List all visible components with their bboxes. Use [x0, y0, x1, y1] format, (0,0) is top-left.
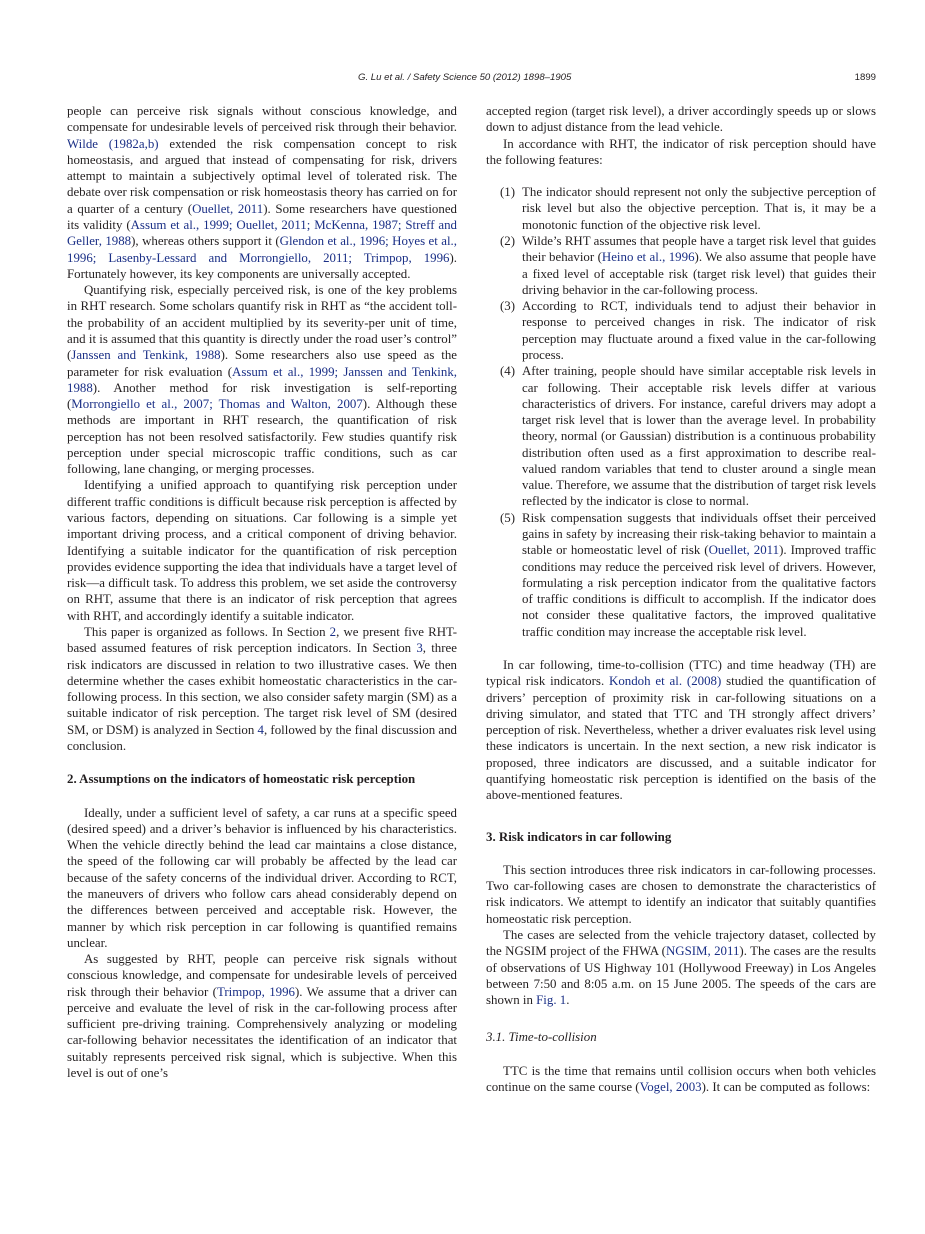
- feature-number: (4): [500, 364, 516, 379]
- citation-link[interactable]: Trimpop, 1996: [216, 984, 295, 999]
- feature-item: (2) Wilde’s RHT assumes that people have a target risk level that guides their behavior (Heino et al., 1996). We also assume that people have a fixed level of acceptable risk (target risk level) that guides their driving behavior in the car-following process.: [500, 233, 876, 297]
- citation-link[interactable]: Ouellet, 2011: [708, 543, 780, 558]
- paragraph: Identifying a unified approach to quantifying risk perception under different traffic conditions is difficult because risk perception is affected by various factors, depending on situations. Car following is a simple yet important driving process, and a critical component of driving behavior. Identifying a suitable indicator for the quantification of risk perception provides evidence supporting the idea that individuals have a target level of risk—a difficult task. To address this problem, we set aside the controversy on RHT, assume that there is an indicator of risk perception that agrees with RHT, and accordingly identify a suitable indicator.: [67, 478, 457, 623]
- citation-link[interactable]: NGSIM, 2011: [665, 944, 740, 959]
- citation-link[interactable]: Assum et al., 1999; Ouellet, 2011; McKenna, 1987; Streff and Geller, 1988: [67, 217, 457, 249]
- citation-link[interactable]: Heino et al., 1996: [601, 250, 695, 265]
- feature-number: (3): [500, 299, 516, 314]
- paragraph: As suggested by RHT, people can perceive risk signals without conscious knowledge, and compensate for undesirable levels of perceived risk through their behavior (Trimpop, 1996). We assume that a driver can perceive and evaluate the level of risk in the car-following process after sufficient pre-driving training. Comprehensively analyzing or modeling car-following behavior necessitates the identification of an indicator that suitably represents perceived risk signal, which is subjective. When this level is out of one’s: [67, 952, 458, 1081]
- citation-link[interactable]: 3: [416, 641, 423, 656]
- feature-number: (5): [500, 510, 516, 525]
- feature-item: (4) After training, people should have similar acceptable risk levels in car following. Their acceptable risk levels differ at various characteristics of drivers. For instance, careful drivers may adopt a target risk level that is lower than the average level. In probability theory, normal (or Gaussian) distribution is a continuous probability distribution often used as a first approximation to describe real-valued random variables that tend to cluster around a single mean value. Therefore, we assume that the distribution of target risk levels reflected by the indicator is close to normal.: [500, 364, 876, 509]
- citation-link[interactable]: 4: [257, 722, 264, 737]
- citation-link[interactable]: Morrongiello et al., 2007; Thomas and Walton, 2007: [71, 397, 363, 412]
- running-header: [0, 72, 925, 86]
- feature-number: (2): [500, 233, 516, 248]
- paragraph: Ideally, under a sufficient level of safety, a car runs at a specific speed (desired speed) and a driver’s behavior is influenced by his characteristics. When the vehicle directly behind the lead car maintains a close distance, the speed of the following car will probably be affected by the lead car because of the safety concerns of the individual driver. According to RCT, the maneuvers of drivers who follow cars ahead considerably depend on the differences between perceived and acceptable risk. However, the manner by which risk perception in car following is quantified remains unclear.: [67, 805, 457, 950]
- citation-link[interactable]: Janssen and Tenkink, 1988: [71, 348, 221, 363]
- citation-link[interactable]: Ouellet, 2011: [192, 201, 264, 216]
- paragraph: accepted region (target risk level), a driver accordingly speeds up or slows down to adjust distance from the lead vehicle.: [486, 104, 876, 135]
- paragraph: TTC is the time that remains until collision occurs when both vehicles continue on the same course (Vogel, 2003). It can be computed as follows:: [486, 1063, 876, 1094]
- running-title: G. Lu et al. / Safety Science 50 (2012) 1898–1905: [358, 72, 572, 83]
- citation-link[interactable]: Vogel, 2003: [639, 1079, 702, 1094]
- citation-link[interactable]: Glendon et al., 1996; Hoyes et al., 1996; Lasenby-Lessard and Morrongiello, 2011; Trimpop, 1996: [67, 234, 457, 265]
- section-heading-3: 3. Risk indicators in car following: [486, 829, 672, 844]
- left-column: [67, 103, 457, 1081]
- citation-link[interactable]: Kondoh et al. (2008): [609, 674, 722, 689]
- right-column: [486, 103, 876, 1095]
- feature-number: (1): [500, 185, 516, 200]
- feature-item: (3) According to RCT, individuals tend to adjust their behavior in response to perceived changes in risk. The indicator of risk perception may fluctuate around a fixed value in the car-following process.: [500, 299, 876, 362]
- citation-link[interactable]: Assum et al., 1999; Janssen and Tenkink, 1988: [67, 364, 457, 395]
- subsection-heading-3-1: 3.1. Time-to-collision: [486, 1030, 597, 1045]
- paragraph: Quantifying risk, especially perceived risk, is one of the key problems in RHT research. Some scholars quantify risk in RHT as “the accident toll-the probability of an accident multiplied by its severity-per unit of time, and it is assumed that this quantity is directly under the road user’s control” (Janssen and Tenkink, 1988). Some researchers also use speed as the parameter for risk evaluation (Assum et al., 1999; Janssen and Tenkink, 1988). Another method for risk investigation is self-reporting (Morrongiello et al., 2007; Thomas and Walton, 2007). Although these methods are important in RHT research, the quantification of risk perception has not been resolved satisfactorily. Few studies quantify risk perception under special microscopic traffic conditions, such as car following, lane changing, or merging processes.: [67, 283, 457, 477]
- feature-item: (1) The indicator should represent not only the subjective perception of risk level but also the objective perception. That is, it may be a monotonic function of the objective risk level.: [500, 185, 876, 232]
- paragraph: people can perceive risk signals without conscious knowledge, and compensate for undesirable levels of perceived risk through their behavior. Wilde (1982a,b) extended the risk compensation concept to risk homeostasis, and argued that instead of compensating for risk, drivers attempt to maintain a subjectively optimal level of tolerated risk. The debate over risk compensation or risk homeostasis theory has carried on for a quarter of a century (Ouellet, 2011). Some researchers have questioned its validity (Assum et al., 1999; Ouellet, 2011; McKenna, 1987; Streff and Geller, 1988), whereas others support it (Glendon et al., 1996; Hoyes et al., 1996; Lasenby-Lessard and Morrongiello, 2011; Trimpop, 1996). Fortunately however, its key components are universally accepted.: [67, 104, 457, 281]
- citation-link[interactable]: Fig. 1: [536, 993, 567, 1008]
- paragraph: The cases are selected from the vehicle trajectory dataset, collected by the NGSIM project of the FHWA (NGSIM, 2011). The cases are the results of observations of US Highway 101 (Hollywood Freeway) in Los Angeles between 7:50 and 8:05 a.m. on 15 June 2005. The speeds of the cars are shown in Fig. 1.: [486, 927, 876, 1008]
- page-number: 1899: [854, 72, 876, 83]
- section-heading-2: 2. Assumptions on the indicators of homeostatic risk perception: [67, 772, 416, 787]
- feature-list: [486, 184, 876, 640]
- citation-link[interactable]: 2: [329, 625, 337, 639]
- paragraph: This section introduces three risk indicators in car-following processes. Two car-following cases are chosen to demonstrate the characteristics of risk indicators. We attempt to identify an indicator that suitably quantifies homeostatic risk perception.: [486, 862, 876, 926]
- feature-item: (5) Risk compensation suggests that individuals offset their perceived gains in safety by increasing their risk-taking behavior to maintain a stable or homeostatic level of risk (Ouellet, 2011). Improved traffic conditions may reduce the perceived risk level of drivers. However, formulating a risk perception indicator from the qualitative factors of traffic conditions is difficult to accomplish. If the indicator does not consider these qualitative factors, the improved qualitative traffic condition may increase the acceptable risk level.: [500, 510, 876, 639]
- paragraph: In accordance with RHT, the indicator of risk perception should have the following features:: [486, 136, 876, 167]
- citation-link[interactable]: Wilde (1982a,b): [67, 136, 159, 151]
- paragraph: In car following, time-to-collision (TTC) and time headway (TH) are typical risk indicators. Kondoh et al. (2008) studied the quantification of drivers’ perception of proximity risk in car-following situations on a driving simulator, and stated that TTC and TH strongly affect drivers’ perception of risk. Nevertheless, whether a driver evaluates risk level using these indicators is uncertain. In the next section, a new risk indicator is proposed, three indicators are discussed, and a suitable indicator for quantifying homeostatic risk perception is identified on the basis of the above-mentioned features.: [486, 658, 876, 803]
- paragraph: This paper is organized as follows. In Section 2, we present five RHT-based assumed features of risk perception indicators. In Section 3, three risk indicators are discussed in relation to two illustrative cases. We then determine whether the cases exhibit homeostatic characteristics in the car-following process. In this section, we also consider safety margin (SM) as a suitable indicator of risk perception. The target risk level of SM (desired SM, or DSM) is analyzed in Section 4, followed by the final discussion and conclusion.: [67, 625, 457, 753]
